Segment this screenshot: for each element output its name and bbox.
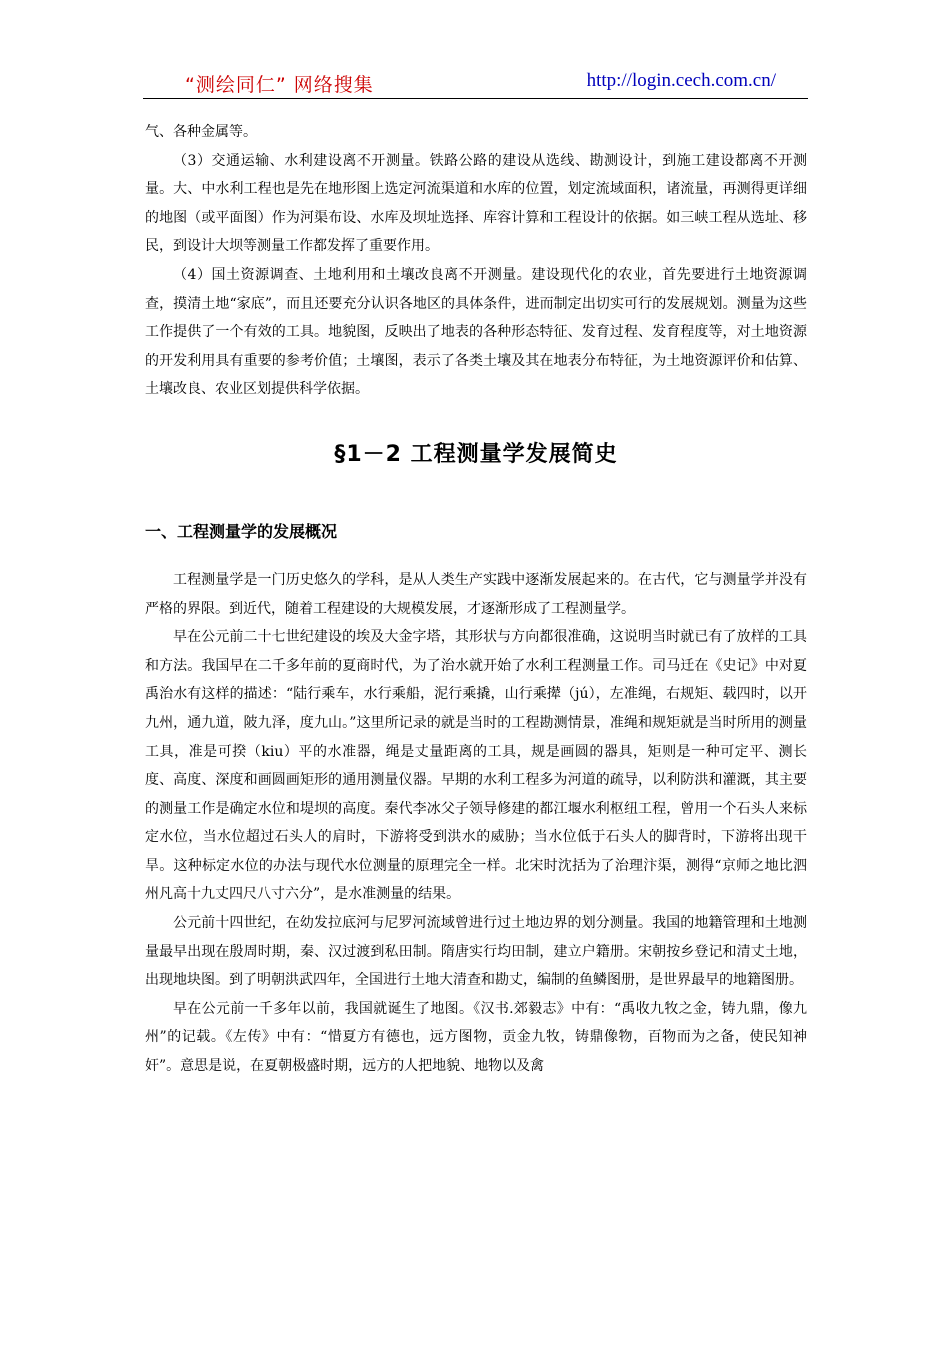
paragraph: （3）交通运输、水利建设离不开测量。铁路公路的建设从选线、勘测设计，到施工建设都离不开测量。大、中水利工程也是先在地形图上选定河流渠道和水库的位置，划定流域面积，诸流量，再测得更详细的地图（或平面图）作为河渠布设、水库及坝址选择、库容计算和工程设计的依据。如三峡工程从选址、移民，到设计大坝等测量工作都发挥了重要作用。 [145,152,807,255]
document-body [145,118,807,1081]
paragraph: 公元前十四世纪，在幼发拉底河与尼罗河流域曾进行过土地边界的划分测量。我国的地籍管理和土地测量最早出现在殷周时期，秦、汉过渡到私田制。隋唐实行均田制，建立户籍册。宋朝按乡登记和清丈土地，出现地块图。到了明朝洪武四年，全国进行土地大清查和勘丈，编制的鱼鳞图册，是世界最早的地籍图册。 [145,915,807,989]
paragraph: 工程测量学是一门历史悠久的学科，是从人类生产实践中逐渐发展起来的。在古代，它与测量学并没有严格的界限。到近代，随着工程建设的大规模发展，才逐渐形成了工程测量学。 [145,571,807,617]
section-title: §1－2 工程测量学发展简史 [334,441,618,467]
paragraph: 早在公元前一千多年以前，我国就诞生了地图。《汉书.郊毅志》中有：“禹收九牧之金，铸九鼎，像九州”的记载。《左传》中有：“惜夏方有德也，远方图物，贡金九牧，铸鼎像物，百物而为之备，使民知神奸”。意思是说，在夏朝极盛时期，远方的人把地貌、地物以及禽 [145,1000,807,1075]
page-header [143,68,808,99]
paragraph: （4）国土资源调查、土地利用和土壤改良离不开测量。建设现代化的农业，首先要进行土地资源调查，摸清土地“家底”，而且还要充分认识各地区的具体条件，进而制定出切实可行的发展规划。测量为这些工作提供了一个有效的工具。地貌图，反映出了地表的各种形态特征、发育过程、发育程度等，对土地资源的开发利用具有重要的参考价值；土壤图，表示了各类土壤及其在地表分布特征，为土地资源评价和估算、土壤改良、农业区划提供科学依据。 [145,266,807,398]
header-url[interactable]: http://login.cech.com.cn/ [586,70,776,91]
paragraph: 气、各种金属等。 [145,124,257,140]
header-source-label: “测绘同仁” 网络搜集 [185,74,374,96]
paragraph: 早在公元前二十七世纪建设的埃及大金字塔，其形状与方向都很准确，这说明当时就已有了放样的工具和方法。我国早在二千多年前的夏商时代，为了治水就开始了水利工程测量工作。司马迁在《史记》中对夏禹治水有这样的描述：“陆行乘车，水行乘船，泥行乘撬，山行乘撵（jú），左准绳，右规矩、载四时，以开九州，通九道，陂九泽，度九山。”这里所记录的就是当时的工程勘测情景，准绳和规矩就是当时所用的测量工具，准是可揆（kiu）平的水准器，绳是丈量距离的工具，规是画圆的器具，矩则是一种可定平、测长度、高度、深度和画圆画矩形的通用测量仪器。早期的水利工程多为河道的疏导，以利防洪和灌溉，其主要的测量工作是确定水位和堤坝的高度。秦代李冰父子领导修建的都江堰水利枢纽工程，曾用一个石头人来标定水位，当水位超过石头人的肩时，下游将受到洪水的威胁；当水位低于石头人的脚背时，下游将出现干旱。这种标定水位的办法与现代水位测量的原理完全一样。北宋时沈括为了治理汴渠，测得“京师之地比泗州凡高十九丈四尺八寸六分”，是水准测量的结果。 [145,629,807,903]
spacer [145,552,807,566]
subsection-title: 一、工程测量学的发展概况 [145,521,338,541]
